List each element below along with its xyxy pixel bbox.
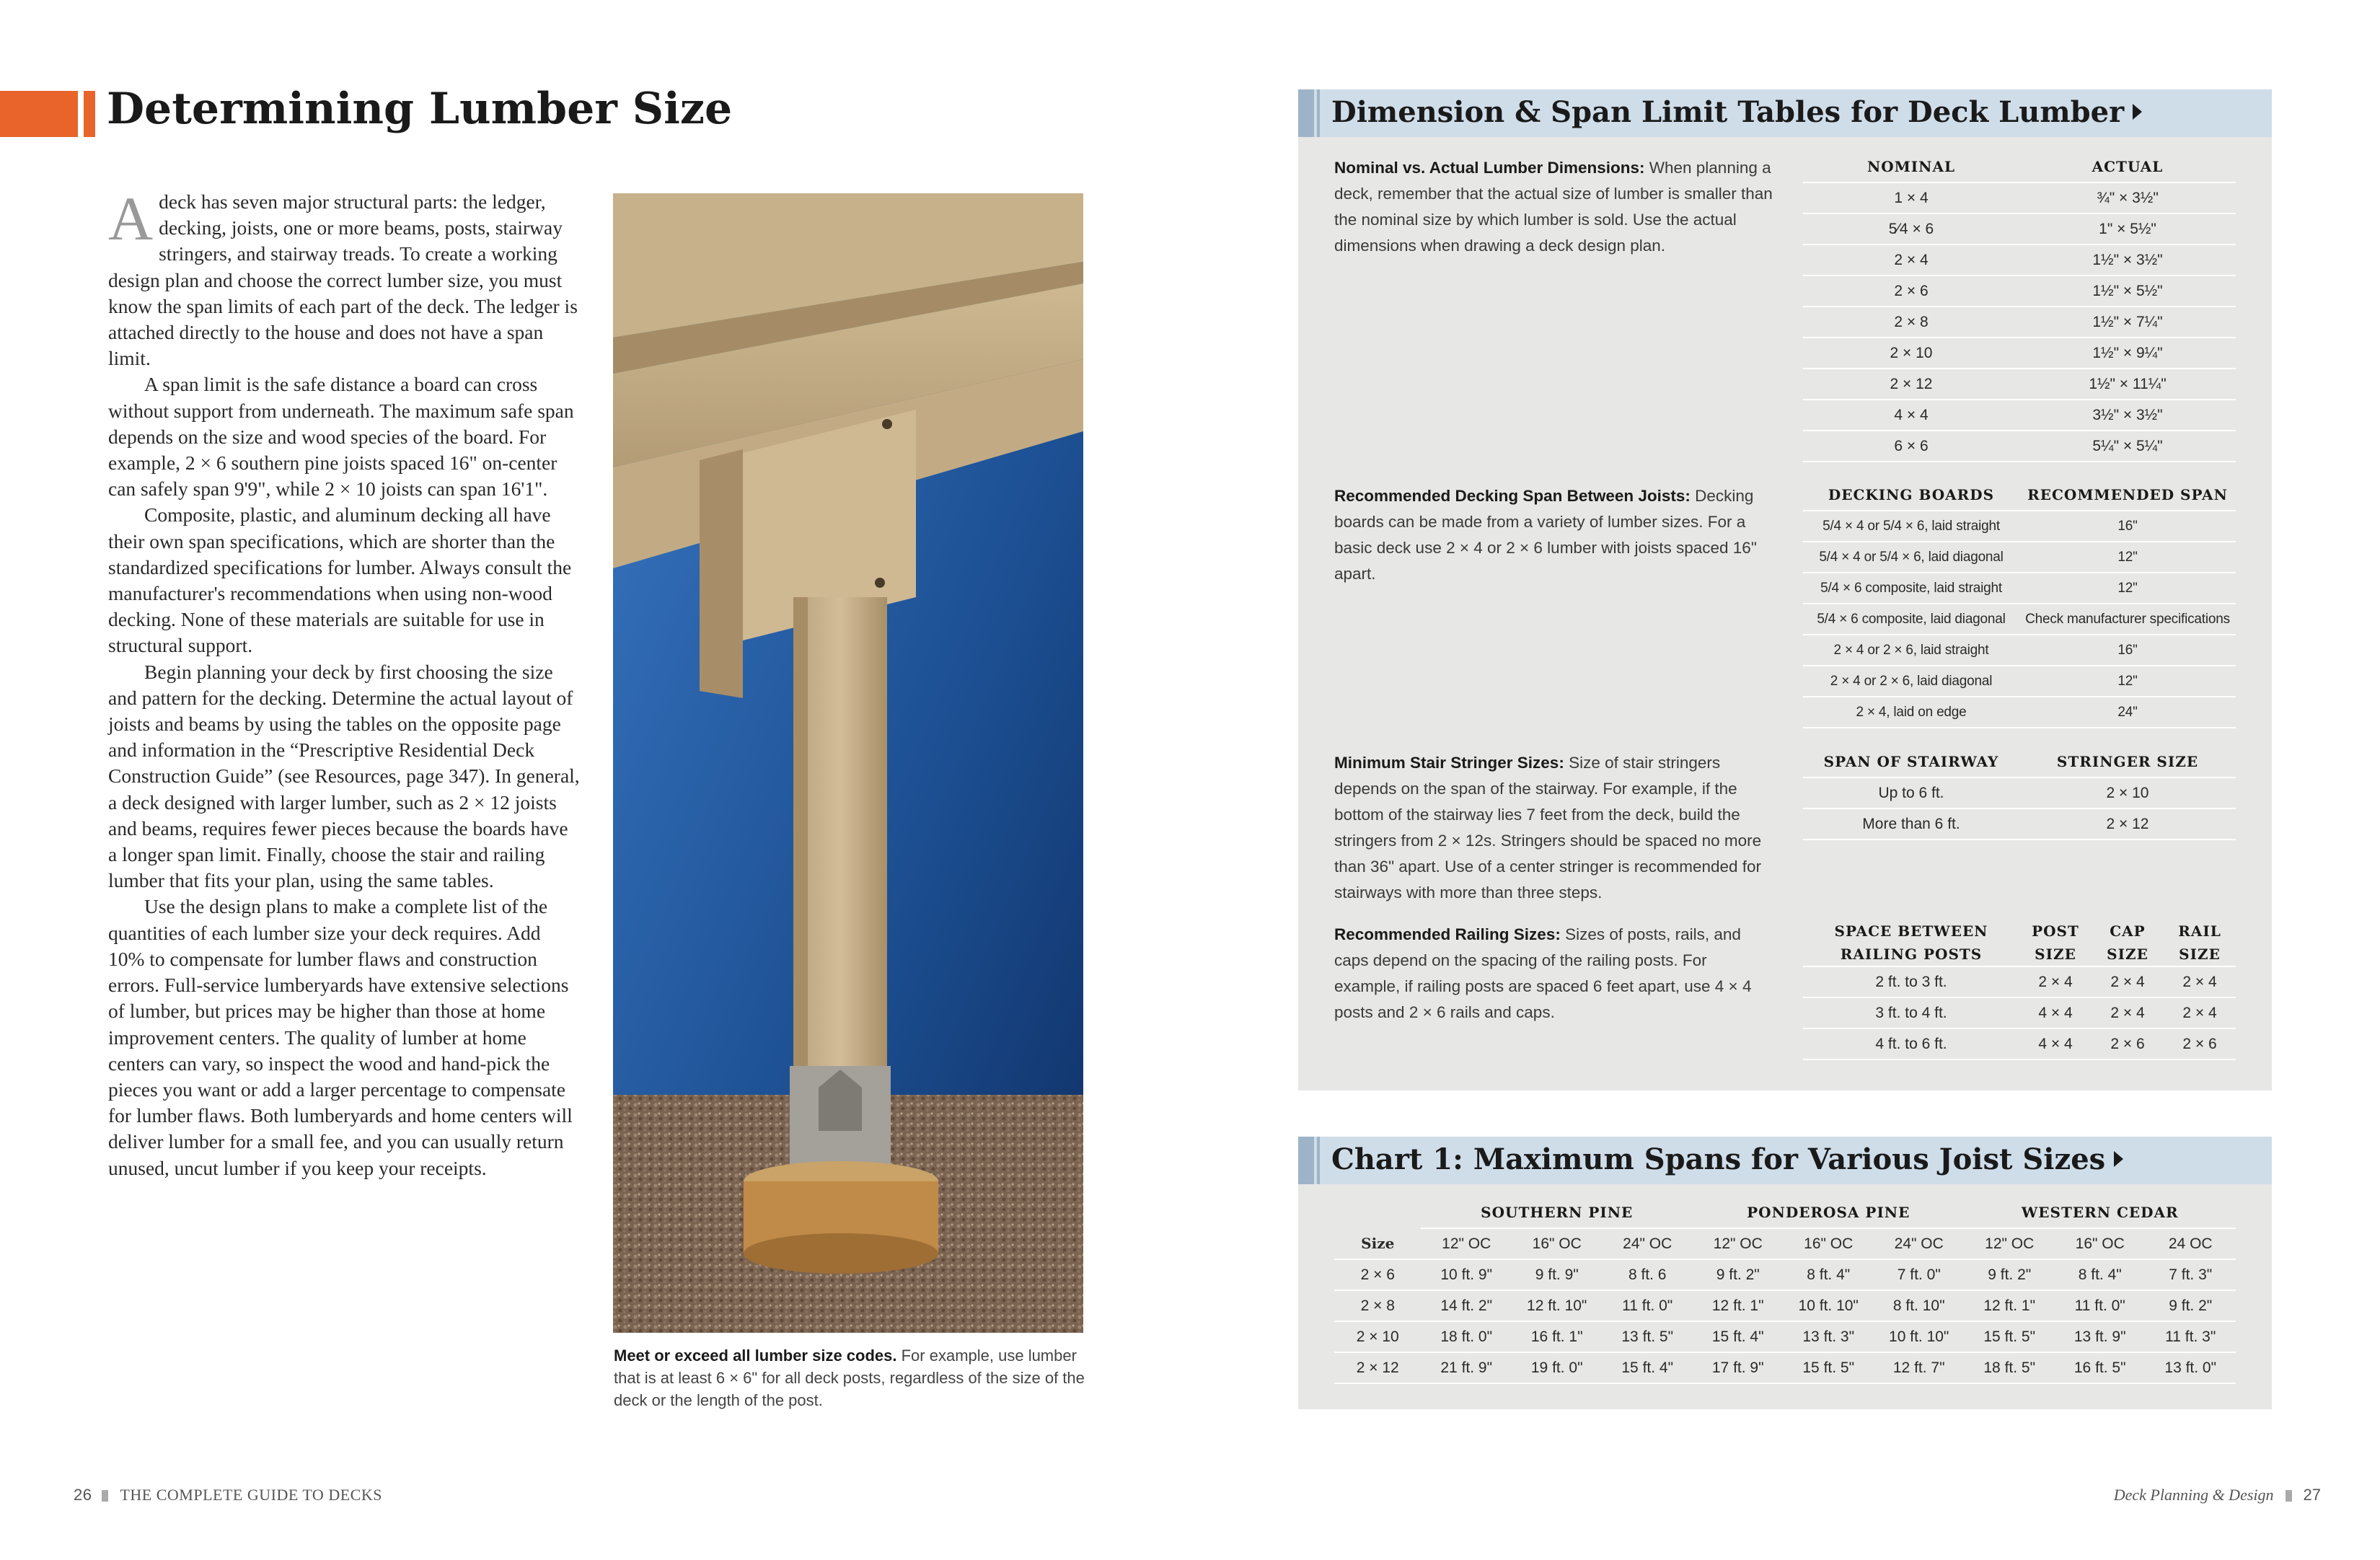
deck-post-illustration xyxy=(613,193,1083,1333)
table-cell: 15 ft. 4" xyxy=(1693,1321,1784,1352)
table-cell: 2 × 6 xyxy=(1334,1259,1421,1290)
table-cell: 4 ft. to 6 ft. xyxy=(1803,1028,2019,1059)
spacing-cell: 16" OC xyxy=(2055,1228,2146,1259)
spacing-cell: 16" OC xyxy=(1783,1228,1874,1259)
stringer-table xyxy=(1803,746,2236,840)
table-cell: 24" xyxy=(2019,697,2236,728)
table-row xyxy=(1803,307,2236,338)
col-header: SPAN OF STAIRWAY xyxy=(1803,746,2019,777)
table-cell: 12 ft. 1" xyxy=(1693,1290,1784,1321)
table-cell: 5/4 × 6 composite, laid diagonal xyxy=(1803,604,2019,635)
table-cell: 15 ft. 5" xyxy=(1783,1352,1874,1383)
table-cell: 5⁄4 × 6 xyxy=(1803,213,2019,244)
table-cell: 2 × 6 xyxy=(2164,1028,2236,1059)
spacing-cell: 12" OC xyxy=(1421,1228,1512,1259)
table-row xyxy=(1803,244,2236,276)
table-cell: 2 × 4 xyxy=(2164,966,2236,997)
table-row xyxy=(1803,542,2236,573)
drop-cap: A xyxy=(108,184,154,253)
table-cell: 13 ft. 9" xyxy=(2055,1321,2146,1352)
stringer-description: Minimum Stair Stringer Sizes: Size of stair stringers depends on the span of the stairway. For example, if the bottom of the stairway lies 7 feet from the deck, build the stringers from 2 × 12s. Stringers should be spaced no more than 36" apart. Use of a center stringer is recommended for stairways with more than three steps. xyxy=(1334,754,1762,902)
col-header: SPACE BETWEEN RAILING POSTS xyxy=(1803,919,2019,966)
table-cell: 2 × 4 or 2 × 6, laid straight xyxy=(1803,635,2019,666)
table-cell: 2 × 12 xyxy=(1334,1352,1421,1383)
paragraph-5: Use the design plans to make a complete list of the quantities of each lumber size your deck requires. Add 10% to compensate for lumber flaws and construction errors. Full-service lumberyards have extensive selections of lumber, but prices may be higher than those at home improvement centers. The quality of lumber at home centers can vary, so inspect the wood and hand-pick the pieces you want or add a larger percentage to compensate for lumber flaws. Both lumberyards and home centers will deliver lumber for a small fee, and you can usually return unused, uncut lumber if you keep your receipts. xyxy=(108,895,573,1179)
table-cell: 2 × 6 xyxy=(2092,1028,2164,1059)
table-cell: 15 ft. 5" xyxy=(1964,1321,2055,1352)
footer-square-icon xyxy=(2286,1490,2292,1502)
paragraph-2: A span limit is the safe distance a board can cross without support from underneath. The maximum safe span depends on the size and wood species of the board. For example, 2 × 6 southern pine joists spaced 16" on-center can safely span 9'9", while 2 × 10 joists can span 16'1". xyxy=(108,373,574,501)
table-cell: More than 6 ft. xyxy=(1803,808,2019,840)
table-cell: 8 ft. 4" xyxy=(2055,1259,2146,1290)
col-header: NOMINAL xyxy=(1803,151,2019,182)
table-cell: 11 ft. 0" xyxy=(1602,1290,1693,1321)
panel-header xyxy=(1298,89,2272,137)
table-cell: 14 ft. 2" xyxy=(1421,1290,1512,1321)
table-cell: 2 × 4 xyxy=(2092,997,2164,1028)
deck-post-photo xyxy=(613,193,1083,1333)
table-cell: 2 × 4, laid on edge xyxy=(1803,697,2019,728)
table-row xyxy=(1803,777,2236,808)
table-row xyxy=(1803,997,2236,1028)
table-row xyxy=(1334,1290,2236,1321)
table-cell: 12 ft. 7" xyxy=(1874,1352,1965,1383)
corner-cell xyxy=(1334,1197,1421,1228)
table-cell: 5/4 × 4 or 5/4 × 6, laid diagonal xyxy=(1803,542,2019,573)
table-cell: 12 ft. 10" xyxy=(1512,1290,1603,1321)
table-cell: Up to 6 ft. xyxy=(1803,777,2019,808)
table-row xyxy=(1803,276,2236,307)
col-header: ACTUAL xyxy=(2019,151,2236,182)
table-cell: 9 ft. 2" xyxy=(2145,1290,2236,1321)
decking-table xyxy=(1803,480,2236,728)
table-cell: 11 ft. 0" xyxy=(2055,1290,2146,1321)
table-cell: 2 ft. to 3 ft. xyxy=(1803,966,2019,997)
size-label: Size xyxy=(1334,1228,1421,1259)
table-cell: 1 × 4 xyxy=(1803,182,2019,213)
nominal-table xyxy=(1803,151,2236,462)
table-cell: 7 ft. 3" xyxy=(2145,1259,2236,1290)
species-header: WESTERN CEDAR xyxy=(1964,1197,2236,1228)
photo-caption: Meet or exceed all lumber size codes. For example, use lumber that is at least 6 × 6" for all deck posts, regardless of the size of the deck or the length of the post. xyxy=(614,1347,1085,1409)
table-cell: 2 × 8 xyxy=(1803,307,2019,338)
table-cell: 2 × 4 xyxy=(2019,966,2092,997)
table-cell: 16" xyxy=(2019,635,2236,666)
paragraph-3: Composite, plastic, and aluminum decking all have their own span specifications, which are shorter than the standardized specifications for lumber. Always consult the manufacturer's recommendations when using non-wood decking. None of these materials are suitable for use in structural support. xyxy=(108,503,572,657)
footer-right xyxy=(2114,1486,2321,1504)
table-cell: 13 ft. 3" xyxy=(1783,1321,1874,1352)
arrow-right-icon xyxy=(2114,1151,2123,1167)
table-cell: 2 × 4 xyxy=(2092,966,2164,997)
chart1-header xyxy=(1298,1137,2272,1184)
table-row xyxy=(1334,1259,2236,1290)
table-cell: 4 × 4 xyxy=(2019,997,2092,1028)
chart1-title: Chart 1: Maximum Spans for Various Joist Sizes xyxy=(1331,1142,2123,1176)
table-row xyxy=(1803,369,2236,400)
col-header: RAIL SIZE xyxy=(2164,919,2236,966)
table-cell: 2 × 10 xyxy=(1803,338,2019,369)
table-cell: 16 ft. 1" xyxy=(1512,1321,1603,1352)
table-cell: 18 ft. 0" xyxy=(1421,1321,1512,1352)
table-cell: 7 ft. 0" xyxy=(1874,1259,1965,1290)
table-cell: 2 × 12 xyxy=(1803,369,2019,400)
title-accent-bar xyxy=(0,91,78,137)
table-cell: 17 ft. 9" xyxy=(1693,1352,1784,1383)
table-cell: ¾" × 3½" xyxy=(2019,182,2236,213)
table-cell: 1" × 5½" xyxy=(2019,213,2236,244)
table-cell: 9 ft. 2" xyxy=(1693,1259,1784,1290)
col-header: CAP SIZE xyxy=(2092,919,2164,966)
table-row xyxy=(1803,511,2236,542)
table-cell: 3 ft. to 4 ft. xyxy=(1803,997,2019,1028)
table-cell: 11 ft. 3" xyxy=(2145,1321,2236,1352)
table-cell: 10 ft. 10" xyxy=(1783,1290,1874,1321)
table-cell: 4 × 4 xyxy=(2019,1028,2092,1059)
table-row xyxy=(1803,635,2236,666)
table-cell: 2 × 10 xyxy=(1334,1321,1421,1352)
table-cell: 12" xyxy=(2019,666,2236,697)
species-header: PONDEROSA PINE xyxy=(1693,1197,1965,1228)
table-cell: 18 ft. 5" xyxy=(1964,1352,2055,1383)
paragraph-1: A deck has seven major structural parts: the ledger, decking, joists, one or more beams, posts, stairway stringers, and stairway treads. To create a working design plan and choose the correct lumber size, you must know the span limits of each part of the deck. The ledger is attached directly to the house and does not have a span limit. xyxy=(108,184,578,370)
railing-table xyxy=(1803,919,2236,1060)
table-cell: 16" xyxy=(2019,511,2236,542)
col-header: DECKING BOARDS xyxy=(1803,480,2019,511)
table-cell: 12 ft. 1" xyxy=(1964,1290,2055,1321)
table-cell: 13 ft. 5" xyxy=(1602,1321,1693,1352)
table-row xyxy=(1803,666,2236,697)
table-cell: 4 × 4 xyxy=(1803,400,2019,431)
spacing-cell: 24 OC xyxy=(2145,1228,2236,1259)
table-cell: 15 ft. 4" xyxy=(1602,1352,1693,1383)
table-cell: 5/4 × 6 composite, laid straight xyxy=(1803,573,2019,604)
table-cell: 1½" × 5½" xyxy=(2019,276,2236,307)
species-header: SOUTHERN PINE xyxy=(1421,1197,1693,1228)
table-cell: 5¼" × 5¼" xyxy=(2019,431,2236,462)
table-cell: 10 ft. 9" xyxy=(1421,1259,1512,1290)
table-cell: 8 ft. 10" xyxy=(1874,1290,1965,1321)
header-strip xyxy=(1298,1137,1314,1184)
table-cell: 8 ft. 4" xyxy=(1783,1259,1874,1290)
footer-left xyxy=(74,1486,382,1504)
table-cell: 13 ft. 0" xyxy=(2145,1352,2236,1383)
table-cell: 12" xyxy=(2019,542,2236,573)
table-row xyxy=(1803,604,2236,635)
table-cell: 1½" × 3½" xyxy=(2019,244,2236,276)
page-number-left: 26 xyxy=(74,1486,92,1504)
table-cell: 9 ft. 9" xyxy=(1512,1259,1603,1290)
spacing-cell: 12" OC xyxy=(1693,1228,1784,1259)
table-row xyxy=(1803,808,2236,840)
header-strip xyxy=(1298,89,1314,137)
table-cell: 19 ft. 0" xyxy=(1512,1352,1603,1383)
table-cell: 8 ft. 6 xyxy=(1602,1259,1693,1290)
table-cell: 1½" × 9¼" xyxy=(2019,338,2236,369)
table-cell: 10 ft. 10" xyxy=(1874,1321,1965,1352)
table-cell: 2 × 4 xyxy=(2164,997,2236,1028)
spacing-row xyxy=(1334,1228,2236,1259)
table-cell: 12" xyxy=(2019,573,2236,604)
table-row xyxy=(1803,697,2236,728)
table-row xyxy=(1803,966,2236,997)
table-cell: 3½" × 3½" xyxy=(2019,400,2236,431)
table-cell: 5/4 × 4 or 5/4 × 6, laid straight xyxy=(1803,511,2019,542)
col-header: STRINGER SIZE xyxy=(2019,746,2236,777)
table-row xyxy=(1803,182,2236,213)
spacing-cell: 24" OC xyxy=(1874,1228,1965,1259)
arrow-right-icon xyxy=(2133,104,2142,120)
table-cell: 21 ft. 9" xyxy=(1421,1352,1512,1383)
spacing-cell: 12" OC xyxy=(1964,1228,2055,1259)
decking-description: Recommended Decking Span Between Joists: Decking boards can be made from a variety of lumber sizes. For a basic deck use 2 × 4 or 2 × 6 lumber with joists spaced 16" apart. xyxy=(1334,487,1757,583)
table-row xyxy=(1334,1321,2236,1352)
table-cell: 2 × 4 xyxy=(1803,244,2019,276)
railing-description: Recommended Railing Sizes: Sizes of posts, rails, and caps depend on the spacing of the railing posts. For example, if railing posts are spaced 6 feet apart, use 4 × 4 posts and 2 × 6 rails and caps. xyxy=(1334,925,1752,1021)
nominal-description: Nominal vs. Actual Lumber Dimensions: When planning a deck, remember that the actual size of lumber is smaller than the nominal size by which lumber is sold. Use the actual dimensions when drawing a deck design plan. xyxy=(1334,159,1773,255)
table-row xyxy=(1803,338,2236,369)
body-text xyxy=(108,184,581,1181)
spacing-cell: 24" OC xyxy=(1602,1228,1693,1259)
running-head-left: THE COMPLETE GUIDE TO DECKS xyxy=(120,1486,382,1504)
table-cell: 9 ft. 2" xyxy=(1964,1259,2055,1290)
table-cell: 2 × 12 xyxy=(2019,808,2236,840)
page-title: Determining Lumber Size xyxy=(107,84,733,134)
table-row xyxy=(1803,431,2236,462)
table-cell: 1½" × 11¼" xyxy=(2019,369,2236,400)
running-head-right: Deck Planning & Design xyxy=(2113,1486,2274,1504)
table-cell: Check manufacturer specifications xyxy=(2019,604,2236,635)
table-row xyxy=(1803,400,2236,431)
panel-title: Dimension & Span Limit Tables for Deck Lumber xyxy=(1331,95,2142,129)
paragraph-4: Begin planning your deck by first choosing the size and pattern for the decking. Determine the actual layout of joists and beams by using the tables on the opposite page and information in the “Prescriptive Residential Deck Construction Guide” (see Resources, page 347). In general, a deck designed with larger lumber, such as 2 × 12 joists and beams, requires fewer pieces because the boards have a longer span limit. Finally, choose the stair and railing lumber that fits your plan, using the same tables. xyxy=(108,660,580,892)
table-cell: 1½" × 7¼" xyxy=(2019,307,2236,338)
table-cell: 2 × 6 xyxy=(1803,276,2019,307)
table-row xyxy=(1803,1028,2236,1059)
table-cell: 2 × 10 xyxy=(2019,777,2236,808)
col-header: POST SIZE xyxy=(2019,919,2092,966)
col-header: RECOMMENDED SPAN xyxy=(2019,480,2236,511)
table-row xyxy=(1334,1352,2236,1383)
table-cell: 16 ft. 5" xyxy=(2055,1352,2146,1383)
table-cell: 2 × 4 or 2 × 6, laid diagonal xyxy=(1803,666,2019,697)
header-strip-thin xyxy=(1317,89,1320,137)
header-strip-thin xyxy=(1317,1137,1320,1184)
table-row xyxy=(1803,573,2236,604)
table-row xyxy=(1803,213,2236,244)
footer-square-icon xyxy=(102,1490,108,1502)
joist-span-table xyxy=(1334,1197,2236,1384)
title-accent-bar-thin xyxy=(84,91,95,137)
table-cell: 6 × 6 xyxy=(1803,431,2019,462)
page-number-right: 27 xyxy=(2303,1486,2321,1504)
table-cell: 2 × 8 xyxy=(1334,1290,1421,1321)
spacing-cell: 16" OC xyxy=(1512,1228,1603,1259)
